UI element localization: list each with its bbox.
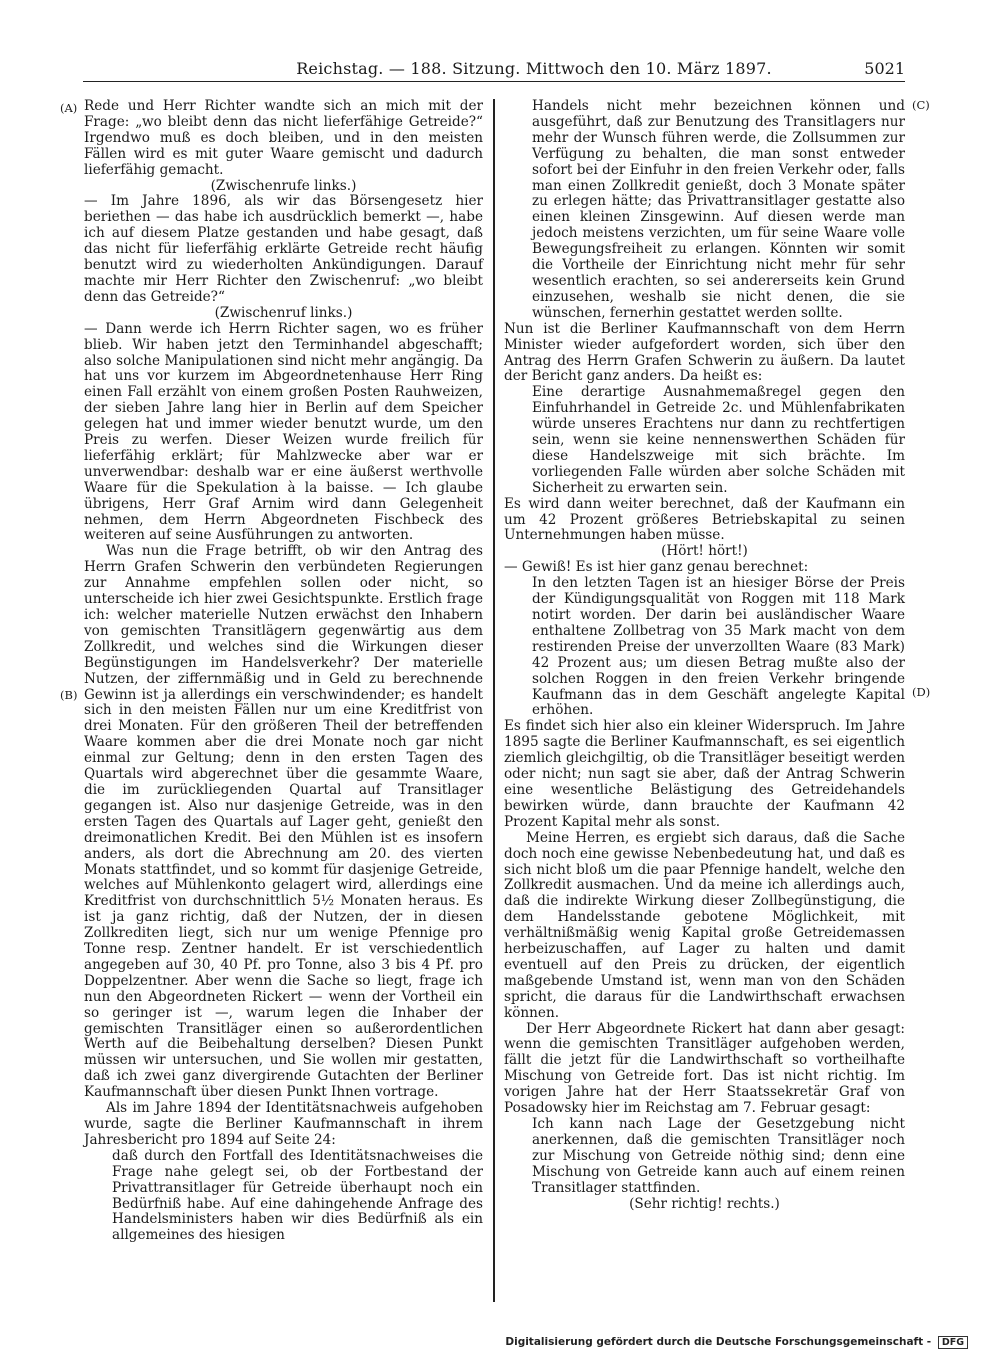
paragraph: — Gewiß! Es ist hier ganz genau berechnet: — [504, 559, 809, 576]
paragraph: Nun ist die Berliner Kaufmannschaft von dem Herrn Minister wieder aufgefordert worden, sich über den Antrag des Herrn Grafen Schwerin zu äußern. Da lautet der Bericht ganz anders. Da heißt es: — [504, 320, 905, 385]
interjection: (Zwischenrufe links.) — [210, 177, 357, 194]
margin-marker-a: (A) — [60, 101, 78, 115]
paragraph: Rede und Herr Richter wandte sich an mich mit der Frage: „wo bleibt denn das nicht lieferfähige Getreide?“ Irgendwo muß es doch bleiben, und in den meisten Fällen wird es mit guter Waare gemischt und dadurch lieferfähig gemacht. — [84, 98, 483, 178]
paragraph: — Im Jahre 1896, als wir das Börsengesetz hier beriethen — das habe ich ausdrücklich bemerkt —, habe ich auf diesem Platze gestanden und habe gesagt, daß das nicht für lieferfähig erklärte Getreide recht häufig benutzt wird zu wiederholten Ankündigungen. Darauf machte mir Herr Richter den Zwischenruf: „wo bleibt denn das Getreide?“ — [84, 193, 483, 305]
margin-marker-d: (D) — [912, 685, 931, 699]
paragraph: — Dann werde ich Herrn Richter sagen, wo es früher blieb. Wir haben jetzt den Terminhandel abgeschafft; also solche Manipulationen sind nicht mehr angängig. Da hat uns vor kurzem im Abgeordnetenhause Herr Ring einen Fall erzählt von einem großen Posten Rauhweizen, der sieben Jahre lang hier in Berlin auf dem Speicher gelegen hat und immer wieder benutzt wurde, um den Preis zu werfen. Dieser Weizen wurde freilich für lieferfähig erklärt; für Mahlzwecke aber war er unverwendbar: deshalb war er eine äußerst werthvolle Waare für die Spekulation à la baisse. — Ich glaube übrigens, Herr Graf Arnim wird dann Gelegenheit nehmen, dem Herrn Abgeordneten Fischbeck des weiteren auf seine Ausführungen zu antworten. — [84, 320, 483, 544]
paragraph: Meine Herren, es ergiebt sich daraus, daß die Sache doch noch eine gewisse Nebenbedeutung hat, und daß es sich nicht bloß um die paar Pfennige handelt, welche den Zollkredit ausmachen. Und da meine ich allerdings auch, daß die indirekte Wirkung dieser Zollbegünstigung, die dem Handelsstande gebotene Möglichkeit, mit verhältnißmäßig wenig Kapital große Getreidemassen herbeizuschaffen, auf Lager zu halten und damit eventuell auf den Preis zu drücken, der eigentlich maßgebende Umstand ist, wenn man von den Schäden spricht, die daraus für die Landwirthschaft erwachsen können. — [504, 829, 905, 1021]
margin-marker-b: (B) — [60, 688, 78, 702]
page-number: 5021 — [864, 59, 905, 78]
paragraph: Der Herr Abgeordnete Rickert hat dann aber gesagt: wenn die gemischten Transitläger aufgehoben werden, fällt die jetzt für die Landwirthschaft so vortheilhafte Mischung von Getreide fort. Das ist nicht richtig. Im vorigen Jahre hat der Herr Staatssekretär Graf von Posadowsky hier im Reichstag am 7. Februar gesagt: — [504, 1020, 905, 1117]
margin-marker-c: (C) — [912, 98, 930, 112]
column-divider — [493, 99, 495, 1302]
left-column — [84, 99, 483, 1244]
dfg-logo: DFG — [938, 1336, 968, 1349]
paragraph: Was nun die Frage betrifft, ob wir den Antrag des Herrn Grafen Schwerin den verbündeten Regierungen zur Annahme empfehlen sollen oder nicht, so unterscheide ich hier zwei Gesichtspunkte. Erstlich frage ich: welcher materielle Nutzen erwächst den Inhabern von gemischten Transitlägern gegenwärtig aus dem Zollkredit, und welches sind die Wirkungen dieser Begünstigungen im Handelsverkehr? Der materielle Nutzen, der ziffernmäßig und in Geld zu berechnende Gewinn ist ja allerdings ein verschwindender; es handelt sich in den meisten Fällen nur um eine Kreditfrist von drei Monaten. Für den größeren Theil der betreffenden Waare kommen aber die drei Monate noch gar nicht einmal zur Geltung; denn in den ersten Tagen des Quartals wird abgerechnet über die gesammte Waare, die im zurückliegenden Quartal auf Transitlager gegangen ist. Also nur dasjenige Getreide, was in den ersten Tagen des Quartals auf Lager geht, genießt den dreimonatlichen Kredit. Bei den Mühlen ist es insofern anders, als dort die Abrechnung am 20. des vierten Monats stattfindet, und so kommt für dasjenige Getreide, welches auf Mühlenkonto gelagert wird, allerdings eine Kreditfrist von durchschnittlich 5½ Monaten heraus. Es ist ja ganz richtig, daß der Nutzen, der in diesen Zollkrediten liegt, sich nur um wenige Pfennige pro Tonne resp. Zentner handelt. Er ist verschiedentlich angegeben auf 30, 40 Pf. pro Tonne, also 3 bis 4 Pf. pro Doppelzentner. Aber wenn die Sache so liegt, frage ich nun den Abgeordneten Rickert — wenn der Vortheil ein so geringer ist —, warum legen die Inhaber der gemischten Transitläger einen so außerordentlichen Werth auf die Beibehaltung derselben? Diesen Punkt müssen wir untersuchen, und Sie wollen mir gestatten, daß ich zwei ganz divergirende Gutachten der Berliner Kaufmannschaft über diesen Punkt Ihnen vortrage. — [84, 543, 483, 1101]
credit-text: Digitalisierung gefördert durch die Deutsche Forschungsgemeinschaft - — [505, 1336, 932, 1348]
interjection: (Sehr richtig! rechts.) — [629, 1195, 780, 1212]
paragraph: Es wird dann weiter berechnet, daß der Kaufmann ein um 42 Prozent größeres Betriebskapital zu seinen Unternehmungen haben müsse. — [504, 495, 905, 544]
block-quote: Ich kann nach Lage der Gesetzgebung nicht anerkennen, daß die gemischten Transitläger noch zur Mischung von Getreide nöthig sind; denn eine Mischung von Getreide kann auch auf einem reinen Transitlager stattfinden. — [532, 1116, 905, 1196]
block-quote: Eine derartige Ausnahmemaßregel gegen den Einfuhrhandel in Getreide 2c. und Mühlenfabrikaten würde unseres Erachtens nur dann zu rechtfertigen sein, wenn sie keine nennenswerthen Schäden für diese Handelszweige mit sich brächte. Im vorliegenden Falle würden aber solche Schäden mit Sicherheit zu erwarten sein. — [532, 384, 905, 496]
paragraph: Es findet sich hier also ein kleiner Widerspruch. Im Jahre 1895 sagte die Berliner Kaufmannschaft, es sei eigentlich ziemlich gleichgiltig, ob die Transitläger beseitigt werden oder nicht; nun sagt sie aber, daß der Antrag Schwerin eine wesentliche Belästigung des Getreidehandels bewirken würde, dann brauchte der Kaufmann 42 Prozent Kapital mehr als sonst. — [504, 718, 905, 830]
block-quote: In den letzten Tagen ist an hiesiger Börse der Preis der Kündigungsqualität von Roggen mit 118 Mark notirt worden. Der darin bei ausländischer Waare enthaltene Zollbetrag von 35 Mark macht von dem restirenden Preise der unverzollten Waare (83 Mark) 42 Prozent aus; um diesen Betrag mußte also der solchen Roggen in den freien Verkehr bringende Kaufmann das in dem Geschäft angelegte Kapital erhöhen. — [532, 575, 905, 719]
block-quote: daß durch den Fortfall des Identitätsnachweises die Frage nahe gelegt sei, ob der Fortbestand der Privattransitlager für Getreide überhaupt noch ein Bedürfniß habe. Auf eine dahingehende Anfrage des Handelsministers haben wir dies Bedürfniß als ein allgemeines des hiesigen — [112, 1147, 483, 1244]
block-quote: Handels nicht mehr bezeichnen können und ausgeführt, daß zur Benutzung des Transitlagers nur mehr der Wunsch führen werde, die Zollsummen zur Verfügung zu behalten, die man sonst entweder sofort bei der Einfuhr in den freien Verkehr oder, falls man einen Zollkredit genießt, doch 3 Monate später zu erlegen hätte; das Privattransitlager gestatte also einen kleinen Zinsgewinn. Auf diesen werde man jedoch meistens verzichten, um für seine Waare volle Bewegungsfreiheit zu erlangen. Könnten wir somit die Vortheile der Einrichtung nicht mehr für sehr wesentlich erachten, so sei andererseits kein Grund einzusehen, weshalb sie nicht denen, die sie wünschen, fernerhin gestattet werden sollte. — [532, 98, 905, 321]
digitization-credit — [505, 1336, 968, 1349]
paragraph: Als im Jahre 1894 der Identitätsnachweis aufgehoben wurde, sagte die Berliner Kaufmannschaft in ihrem Jahresbericht pro 1894 auf Seite 24: — [84, 1100, 483, 1148]
interjection: (Hört! hört!) — [661, 543, 748, 560]
header-title: Reichstag. — 188. Sitzung. Mittwoch den 10. März 1897. — [296, 59, 772, 78]
interjection: (Zwischenruf links.) — [214, 304, 353, 321]
right-column — [504, 99, 905, 1212]
page-header — [83, 59, 905, 82]
